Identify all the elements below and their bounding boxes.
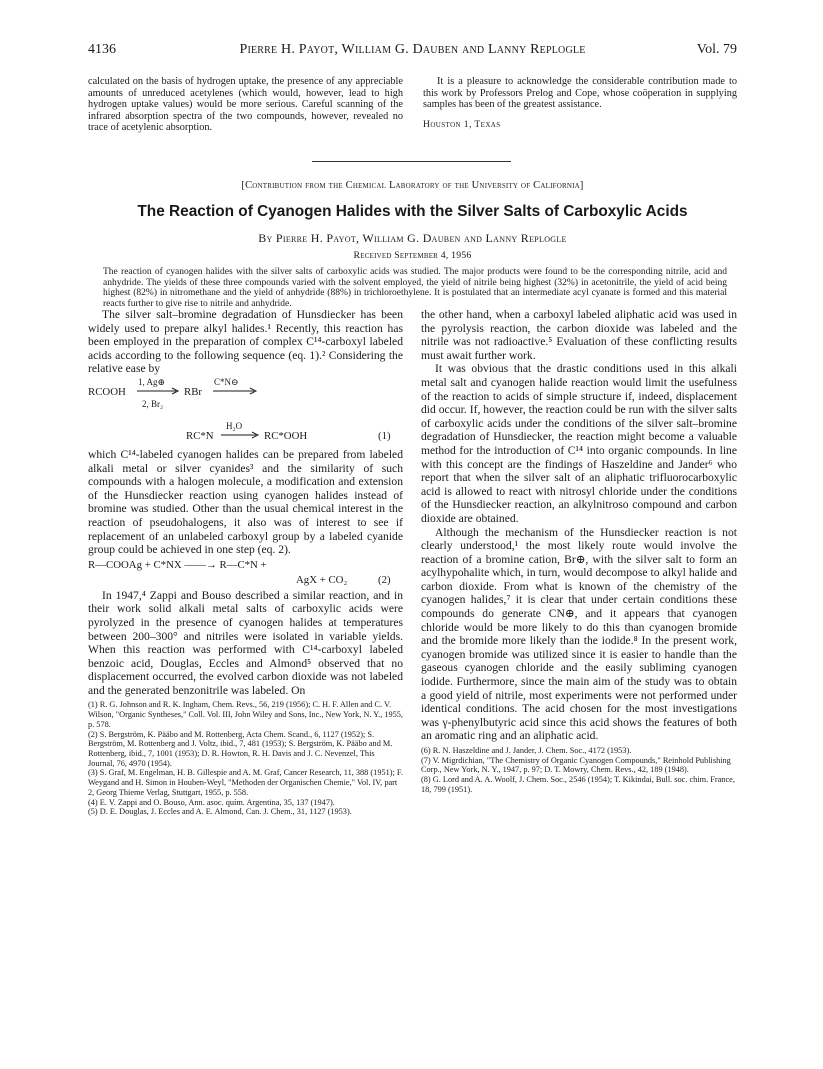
footnote: (1) R. G. Johnson and R. K. Ingham, Chem. Revs., 56, 219 (1956); C. H. F. Allen and C. V. Wilson, "Organic Syntheses," Coll. Vol. III, John Wiley and Sons, Inc., New York, N. Y., 1955, p. 578. [88, 700, 404, 729]
eq2-line-1: R—COOAg + C*NX ——→ R—C*N + [88, 558, 267, 571]
footnote: (2) S. Bergström, K. Pääbo and M. Rottenberg, Acta Chem. Scand., 6, 1127 (1952); S. Bergström, M. Rottenberg and J. Voltz, ibid., 7, 481 (1953); S. Bergström, K. Pääbo and M. Rottenberg, ibid., 7, 1001 (1953); D. R. Howton, R. H. Davis and J. C. Nevenzel, This Journal, 76, 4970 (1954). [88, 729, 393, 768]
author-address: Houston 1, Texas [423, 118, 501, 130]
section-divider [312, 161, 511, 162]
paragraph: It was obvious that the drastic conditions used in this alkali metal salt and cyanogen halide reaction would limit the usefulness of the reaction to acids of simple structure if, indeed, displacement did occur. If, however, the reaction could be run with the silver salts of carboxylic acids under the conditions of the silver salt–bromine degradation of Hunsdiecker, the reaction might become a valuable method for the introduction of C¹⁴ into organic compounds. In line with this concept are the findings of Haszeldine and Jander⁶ who report that when the silver salt of an aliphatic trifluorocarboxylic acid is allowed to react with nitrosyl chloride under the conditions of the Hunsdiecker reaction, an alkylnitroso compound and carbon dioxide are obtained. [421, 362, 737, 525]
eq1-number: (1) [378, 429, 391, 442]
author-byline: By Pierre H. Payot, William G. Dauben and Lanny Replogle [258, 231, 567, 245]
eq1-arrow1-reagent: 1, Ag⊕ [138, 376, 166, 387]
volume-number: Vol. 79 [696, 42, 737, 57]
previous-article-ending: calculated on the basis of hydrogen uptake, the presence of any appreciable amounts of unreduced acetylenes (which would, however, lead to high hydrogen uptake values) would be more serious. Careful scanning of the infrared absorption spectra of the two compounds, however, revealed no trace of acetylenic absorption. [88, 76, 403, 134]
previous-article-acknowledgment [423, 76, 737, 130]
footnotes-left [88, 700, 403, 816]
footnote: (6) R. N. Haszeldine and J. Jander, J. Chem. Soc., 4172 (1953). [421, 746, 632, 755]
eq1-arrow3 [220, 426, 260, 443]
footnote: (4) E. V. Zappi and O. Bouso, Ann. asoc. quím. Argentina, 35, 137 (1947). [88, 797, 335, 807]
running-header [88, 42, 737, 62]
footnote: (3) S. Graf, M. Engelman, H. B. Gillespie and A. M. Graf, Cancer Research, 11, 388 (1951); F. Weygand and H. Simon in Houben-Weyl, "Methoden der Organischen Chemie," Vol. IV, part 2, Georg Thieme Verlag, Stuttgart, 1955, p. 558. [88, 768, 403, 797]
eq1-arrow1 [136, 381, 180, 398]
abstract: The reaction of cyanogen halides with the silver salts of carboxylic acids was studied. The major products were found to be the corresponding nitrile, acid and anhydride. The yields of these three compounds varied with the solvent employed, the yield of nitrile being highest (32%) in acetonitrile, the yield of acid being highest (82%) in nitromethane and the yield of anhydride (88%) in trichloroethylene. It is postulated that an intermediate acyl cyanate is formed and this material reacts further to give rise to nitrile and anhydride. [103, 267, 727, 309]
footnote: (8) G. Lord and A. A. Woolf, J. Chem. Soc., 2546 (1954); T. Kikindai, Bull. soc. chim. France, 18, 799 (1951). [421, 775, 735, 794]
equation-2 [88, 559, 403, 589]
paragraph: The silver salt–bromine degradation of Hunsdiecker has been widely used to prepare alkyl halides.¹ Recently, this reaction has been employed in the preparation of complex C¹⁴-carboxyl labeled acids according to the following sequence (eq. 1).² Considering the relative ease by [88, 308, 403, 376]
paragraph: which C¹⁴-labeled cyanogen halides can be prepared from labeled alkali metal or silver cyanides³ and the similarity of such compounds with a halogen molecule, a modification and extension of the Hunsdiecker reaction using cyanogen halides instead of bromine was studied. Other than the usual chemical interest in the reaction of pseudohalogens, it also was of interest to see if replacement of an unlabeled carboxyl group by a labeled cyanide group could be achieved in one step (eq. 2). [88, 447, 403, 557]
eq2-number: (2) [378, 573, 391, 586]
eq1-arrow3-reagent: H₂O [226, 420, 243, 431]
received-date: Received September 4, 1956 [353, 250, 472, 261]
equation-1-line-2 [88, 418, 403, 448]
paragraph: In 1947,⁴ Zappi and Bouso described a similar reaction, and in their work solid alkali metal salts of carboxylic acids were pyrolyzed in the presence of cyanogen halides at temperatures between 200–300° and nitriles were isolated in variable yields. When this reaction was performed with C¹⁴-carboxyl labeled benzoic acid, Douglas, Eccles and Almond⁵ observed that no displacement occurred, the evolved carbon dioxide was not labeled and the generated benzonitrile was labeled. On [88, 588, 403, 697]
eq2-line-2: AgX + CO₂ [296, 573, 348, 586]
contribution-line: [Contribution from the Chemical Laboratory of the University of California] [241, 180, 584, 191]
eq1-reactant: RCOOH [88, 385, 126, 398]
footnote: (5) D. E. Douglas, J. Eccles and A. E. Almond, Can. J. Chem., 31, 1127 (1953). [88, 807, 352, 817]
footnote: (7) V. Migrdichian, "The Chemistry of Organic Cyanogen Compounds," Reinhold Publishing Corp., New York, N. Y., 1947, p. 97; D. T. Mowry, Chem. Revs., 42, 189 (1948). [421, 755, 731, 775]
article-title: The Reaction of Cyanogen Halides with the Silver Salts of Carboxylic Acids [137, 203, 688, 220]
paragraph: the other hand, when a carboxyl labeled aliphatic acid was used in the pyrolysis reaction, the carbon dioxide was labeled and the nitrile was not radioactive.⁵ Evaluation of these conflicting results must await further work. [421, 308, 737, 362]
footnotes-right [421, 746, 737, 795]
paragraph: Although the mechanism of the Hunsdiecker reaction is not clearly understood,¹ the most likely route would involve the reaction of a bromine cation, Br⊕, with the silver salt to form an acylhypohalite which, in turn, would decompose to alkyl halide and carbon dioxide. From what is known of the chemistry of the cyanogen halides,⁷ it is clear that under certain conditions these compounds do generate CN⊕, and it appears that cyanogen chloride would be more likely to do this than cyanogen bromide and the bromide more likely than the iodide.⁸ In the present work, cyanogen bromide was utilized since it is easier to handle than the gaseous cyanogen chloride and the easily subliming cyanogen iodide. Furthermore, since the main aim of the study was to obtain a good yield of nitrile, most experiments were not performed under identical conditions. The acid chosen for the most investigations was γ-phenylbutyric acid since this acid shows the features of both an aromatic ring and an aliphatic acid. [421, 525, 737, 743]
eq1-arrow1-reagent-2: 2, Br₂ [142, 398, 164, 409]
body-column-right [421, 308, 737, 795]
equation-1 [88, 376, 403, 418]
eq1-intermediate: RBr [184, 385, 202, 398]
eq1-nitrile: RC*N [186, 429, 214, 442]
running-title: Pierre H. Payot, William G. Dauben and Lanny Replogle [239, 42, 586, 57]
eq1-product: RC*OOH [264, 429, 308, 442]
page-number: 4136 [88, 42, 116, 57]
body-column-left [88, 308, 403, 817]
acknowledgment-text: It is a pleasure to acknowledge the considerable contribution made to this work by Professors Prelog and Cope, whose coöperation in supplying samples has been of the greatest assistance. [423, 76, 737, 111]
eq1-arrow2-reagent: C*N⊖ [214, 376, 239, 387]
eq1-arrow2 [212, 381, 258, 398]
